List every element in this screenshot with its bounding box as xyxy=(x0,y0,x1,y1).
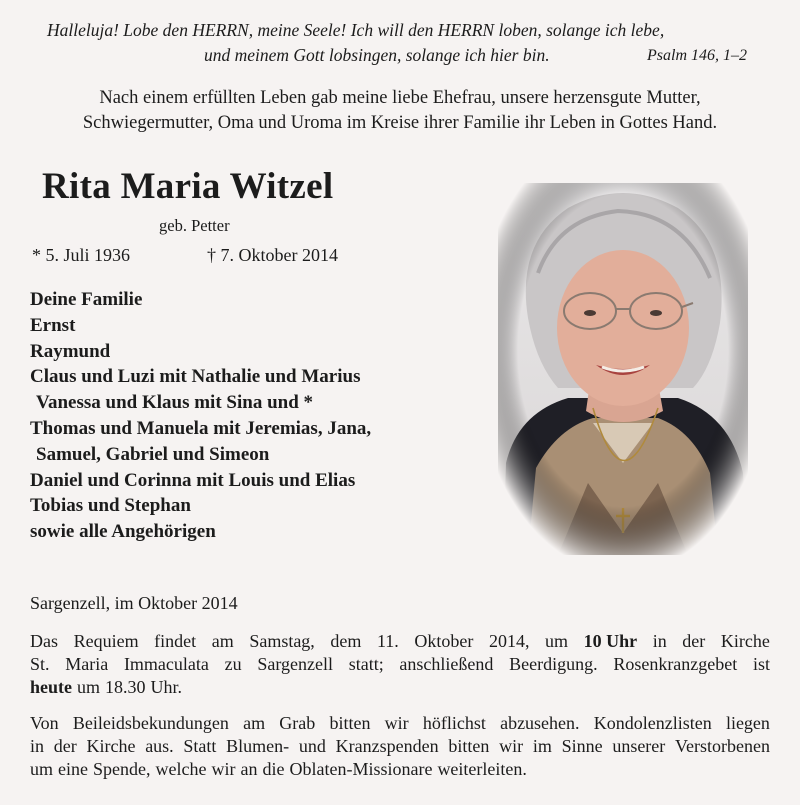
condolence-line-3 xyxy=(30,758,770,781)
family-line: Daniel und Corinna mit Louis und Elias xyxy=(30,469,356,491)
paragraph-word: Immaculata xyxy=(123,654,209,674)
paragraph-word: Kranzspenden xyxy=(335,736,439,756)
paragraph-word: der xyxy=(682,631,706,651)
paragraph-word: bitten xyxy=(448,736,490,756)
paragraph-word: in xyxy=(30,736,45,756)
requiem-paragraph xyxy=(30,630,770,699)
family-line: Tobias und Stephan xyxy=(30,495,191,517)
family-line: Deine Familie xyxy=(30,289,143,310)
paragraph-word: 18.30 xyxy=(105,677,146,697)
paragraph-word: um xyxy=(545,631,569,651)
paragraph-word: an xyxy=(240,759,258,779)
birth-name: geb. Petter xyxy=(159,216,230,235)
paragraph-word: findet xyxy=(154,631,197,651)
place-date: Sargenzell, im Oktober 2014 xyxy=(30,593,238,613)
paragraph-word: abzusehen. xyxy=(500,713,580,733)
intro-text xyxy=(0,86,800,136)
paragraph-word: Oktober xyxy=(414,631,474,651)
paragraph-word: Oblaten-Missionare xyxy=(289,759,433,779)
paragraph-word: um xyxy=(77,677,101,697)
paragraph-word: Von xyxy=(30,713,59,733)
psalm-reference: Psalm 146, 1–2 xyxy=(647,47,747,64)
paragraph-word: Verstorbenen xyxy=(675,736,770,756)
paragraph-word: welche xyxy=(155,759,207,779)
paragraph-word: am xyxy=(211,631,234,651)
paragraph-word: wir xyxy=(211,759,236,779)
paragraph-word: Beileidsbekundungen xyxy=(72,713,229,733)
paragraph-word: Beerdigung. xyxy=(509,654,598,674)
paragraph-word: Spende, xyxy=(93,759,151,779)
requiem-line-3 xyxy=(30,676,770,699)
family-line: Raymund xyxy=(30,340,111,362)
paragraph-word: wir xyxy=(384,713,409,733)
paragraph-word: Maria xyxy=(65,654,109,674)
paragraph-word: weiterleiten. xyxy=(437,759,527,779)
portrait-photo xyxy=(498,183,748,555)
paragraph-word: 10 Uhr xyxy=(583,631,638,651)
paragraph-word: St. xyxy=(30,654,50,674)
family-line: sowie alle Angehörigen xyxy=(30,521,216,543)
paragraph-word: anschließend xyxy=(399,654,494,674)
paragraph-word: aus. xyxy=(145,736,174,756)
paragraph-word: Das xyxy=(30,631,58,651)
paragraph-word: Kirche xyxy=(86,736,136,756)
paragraph-word: Blumen- xyxy=(226,736,290,756)
paragraph-word: am xyxy=(243,713,266,733)
paragraph-word: Requiem xyxy=(73,631,139,651)
paragraph-word: ist xyxy=(752,654,770,674)
paragraph-word: im xyxy=(532,736,552,756)
family-line: Claus und Luzi mit Nathalie und Marius xyxy=(30,366,361,388)
family-line: Thomas und Manuela mit Jeremias, Jana, xyxy=(30,417,372,439)
intro-line-2: Schwiegermutter, Oma und Uroma im Kreise ihrer Familie ihr Leben in Gottes Hand. xyxy=(82,113,718,133)
paragraph-word: der xyxy=(53,736,77,756)
intro-line-1: Nach einem erfüllten Leben gab meine liebe Ehefrau, unsere herzensgute Mutter, xyxy=(99,88,701,108)
condolence-line-1 xyxy=(30,712,770,735)
paragraph-word: unserer xyxy=(612,736,666,756)
paragraph-word: Rosenkranzgebet xyxy=(613,654,738,674)
paragraph-word: 11. xyxy=(376,631,399,651)
paragraph-word: Kirche xyxy=(720,631,770,651)
paragraph-word: Sinne xyxy=(561,736,603,756)
paragraph-word: die xyxy=(262,759,285,779)
psalm-line-1: Halleluja! Lobe den HERRN, meine Seele! Ich will den HERRN loben, solange ich lebe, xyxy=(47,20,665,40)
paragraph-word: Kondolenzlisten xyxy=(593,713,712,733)
paragraph-word: um xyxy=(30,759,54,779)
paragraph-word: in xyxy=(652,631,667,651)
requiem-line-2 xyxy=(30,653,770,676)
paragraph-word: zu xyxy=(224,654,242,674)
family-list xyxy=(30,287,371,545)
paragraph-word: bitten xyxy=(329,713,371,733)
paragraph-word: statt; xyxy=(348,654,384,674)
paragraph-word: Samstag, xyxy=(249,631,315,651)
family-line: Vanessa und Klaus mit Sina und * xyxy=(36,392,314,414)
condolence-paragraph xyxy=(30,712,770,781)
psalm-line-2: und meinem Gott lobsingen, solange ich hier bin. xyxy=(204,45,550,65)
paragraph-word: 2014, xyxy=(488,631,530,651)
paragraph-word: wir xyxy=(499,736,524,756)
paragraph-word: dem xyxy=(330,631,362,651)
paragraph-word: Sargenzell xyxy=(257,654,333,674)
paragraph-word: eine xyxy=(58,759,88,779)
paragraph-word: liegen xyxy=(725,713,770,733)
family-line: Samuel, Gabriel und Simeon xyxy=(36,443,270,465)
death-date: † 7. Oktober 2014 xyxy=(207,245,338,265)
requiem-line-1 xyxy=(30,630,770,653)
family-line: Ernst xyxy=(30,314,76,336)
paragraph-word: heute xyxy=(30,677,72,697)
paragraph-word: Statt xyxy=(183,736,217,756)
birth-date: * 5. Juli 1936 xyxy=(32,245,131,265)
paragraph-word: höflichst xyxy=(422,713,486,733)
condolence-line-2 xyxy=(30,735,770,758)
paragraph-word: und xyxy=(298,736,326,756)
deceased-name: Rita Maria Witzel xyxy=(42,166,334,207)
paragraph-word: Grab xyxy=(279,713,316,733)
paragraph-word: Uhr. xyxy=(150,677,183,697)
